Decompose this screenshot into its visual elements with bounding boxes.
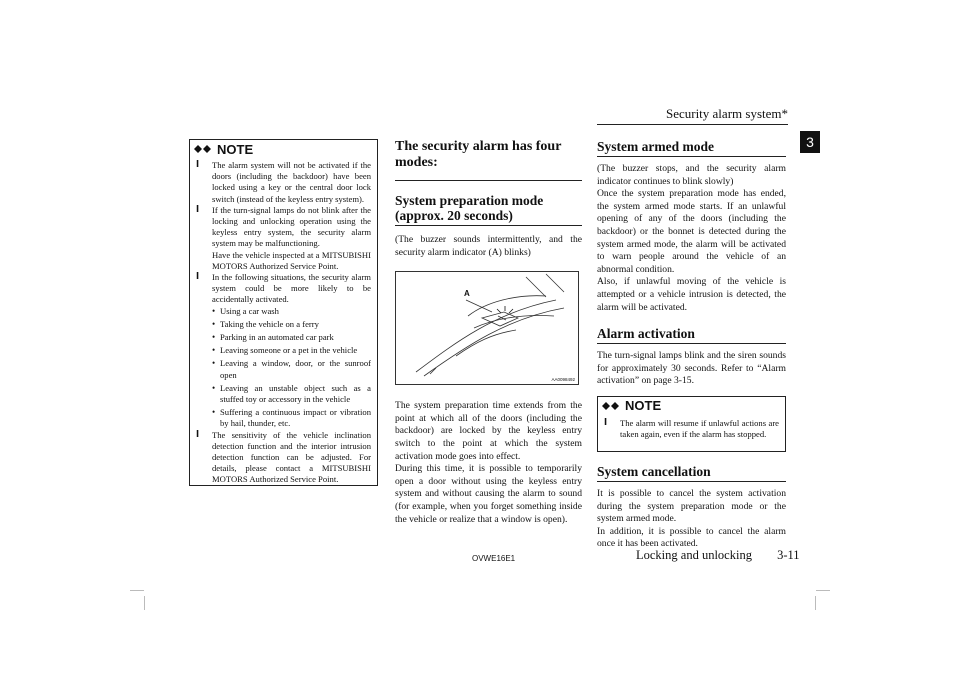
- section-heading-preparation: System preparation mode (approx. 20 seconds): [395, 193, 582, 226]
- right-column: [597, 139, 786, 551]
- note-label: NOTE: [217, 141, 254, 157]
- note-box-right: [597, 396, 786, 452]
- middle-column: [395, 139, 582, 526]
- section-heading-modes: The security alarm has four modes:: [395, 139, 582, 181]
- note-item: l In the following situations, the security alarm system could be more likely to be accidentally activated.: [190, 272, 371, 306]
- note-subitem: • Taking the vehicle on a ferry: [190, 319, 371, 330]
- footer-section-page: [636, 548, 800, 563]
- note-item: l The alarm system will not be activated if the doors (including the backdoor) have been locked using a key or the central door lock switch (instead of the keyless entry system).: [190, 160, 371, 205]
- note-item: l If the turn-signal lamps do not blink after the locking and unlocking operation using the keyless entry system, the security alarm system may be malfunctioning.: [190, 205, 371, 250]
- header-rule: [597, 124, 788, 125]
- note-icon: [601, 400, 621, 412]
- note-header: [598, 397, 785, 415]
- note-subitem: • Suffering a continuous impact or vibration by hail, thunder, etc.: [190, 407, 371, 429]
- running-header-title: Security alarm system*: [665, 106, 788, 121]
- note-box-left: [189, 139, 378, 486]
- note-subitem: • Leaving someone or a pet in the vehicle: [190, 345, 371, 356]
- note-subitem: • Parking in an automated car park: [190, 332, 371, 343]
- alarm-indicator-figure: [395, 271, 579, 385]
- figure-code: AA0098492: [551, 377, 575, 383]
- alarm-para: The turn-signal lamps blink and the siren sounds for approximately 30 seconds. Refer to “Alarm activation” on page 3-15.: [597, 350, 786, 387]
- note-item: l The alarm will resume if unlawful actions are taken again, even if the alarm has stopped.: [598, 418, 779, 440]
- footer-section: Locking and unlocking: [636, 548, 752, 562]
- footer-page-number: 3-11: [777, 548, 800, 562]
- cancel-para-2: In addition, it is possible to cancel the alarm once it has been activated.: [597, 525, 786, 550]
- armed-para-2: Once the system preparation mode has ended, the system armed mode starts. If an unlawful opening of any of the doors (including the backdoor) or the bonnet is detected during the system armed mode, the alarm will be activated to warn people around the vehicle of an abnormal condition.: [597, 188, 786, 275]
- crop-mark: [130, 590, 144, 591]
- chapter-tab: 3: [800, 131, 820, 153]
- note-label: NOTE: [625, 398, 662, 414]
- section-heading-armed: System armed mode: [597, 139, 786, 157]
- preparation-intro: (The buzzer sounds intermittently, and the security alarm indicator (A) blinks): [395, 234, 582, 258]
- crop-mark: [144, 596, 145, 610]
- note-subitem: • Using a car wash: [190, 306, 371, 317]
- preparation-para-1: The system preparation time extends from the point at which all of the doors (including the backdoor) are locked by the keyless entry switch to the point at which the system activation mode goes into effect.: [395, 400, 582, 462]
- section-heading-cancellation: System cancellation: [597, 464, 786, 482]
- preparation-para-2: During this time, it is possible to temporarily open a door without using the keyless entry system and without causing the alarm to sound (for example, when you forget something inside the vehicle or realize that a window is open).: [395, 463, 582, 525]
- note-subitem: • Leaving a window, door, or the sunroof open: [190, 358, 371, 380]
- figure-callout-a: A: [464, 289, 470, 299]
- note-header: [190, 140, 377, 158]
- note-subitem: • Leaving an unstable object such as a stuffed toy or accessory in the vehicle: [190, 383, 371, 405]
- crop-mark: [815, 596, 816, 610]
- cancel-para-1: It is possible to cancel the system activation during the system preparation mode or the system armed mode.: [597, 487, 786, 525]
- note-item: l The sensitivity of the vehicle inclination detection function and the interior intrusion detection function can be adjusted. For details, please contact a MITSUBISHI MOTORS Authorized Service Point.: [190, 430, 371, 486]
- armed-para-1: (The buzzer stops, and the security alarm indicator continues to blink slowly): [597, 163, 786, 187]
- note-item-continued: Have the vehicle inspected at a MITSUBISHI MOTORS Authorized Service Point.: [212, 249, 371, 271]
- dashboard-illustration: [396, 272, 578, 384]
- armed-para-3: Also, if unlawful moving of the vehicle is attempted or a vehicle intrusion is detected, the alarm will be activated.: [597, 276, 786, 313]
- crop-mark: [816, 590, 830, 591]
- note-icon: [193, 143, 213, 155]
- footer-doc-code: OVWE16E1: [472, 554, 516, 563]
- section-heading-alarm: Alarm activation: [597, 326, 786, 344]
